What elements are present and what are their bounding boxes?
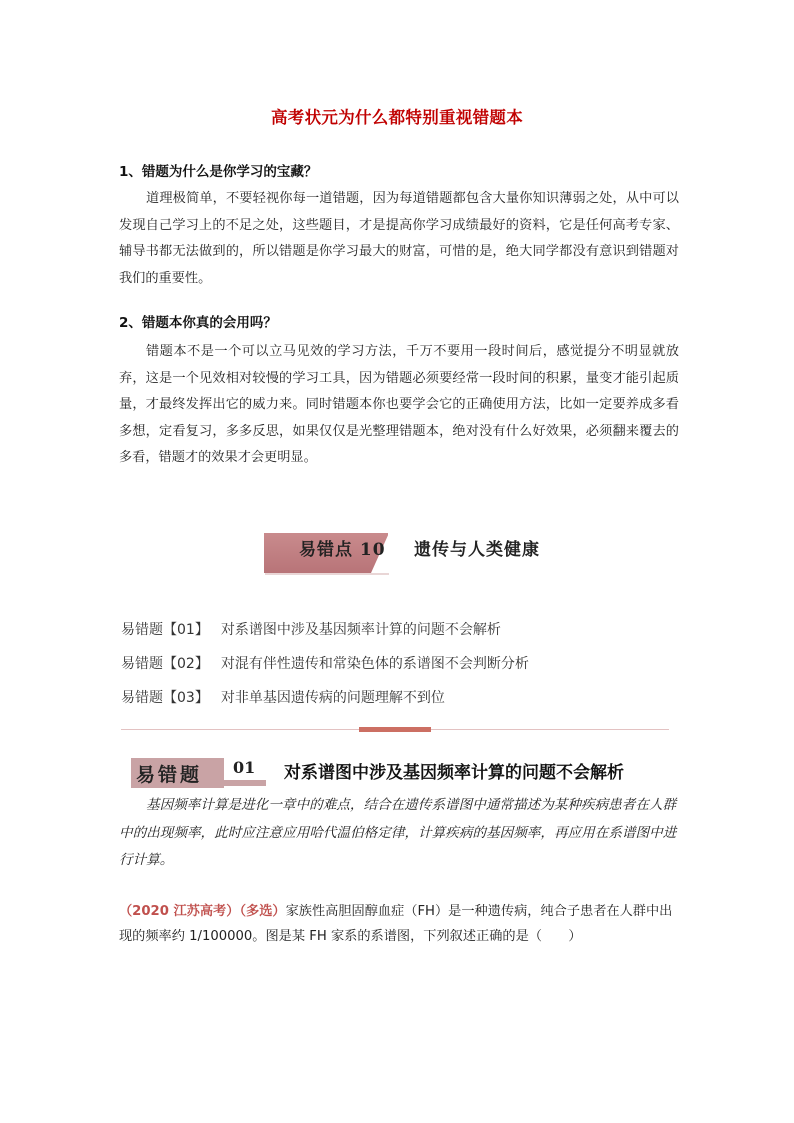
toc-item-label: 易错题【03】 [121, 690, 209, 706]
section-1-heading: 1、错题为什么是你学习的宝藏？ [119, 164, 318, 180]
question-text: 家族性高胆固醇血症（FH）是一种遗传病，纯合子患者在人群中出现的频率约 1/100000。图是某 FH 家系的系谱图，下列叙述正确的是（ ） [119, 904, 673, 944]
item-number: 01 [233, 758, 256, 777]
item-tag-label: 易错题 [136, 764, 203, 786]
toc-item-01 [121, 619, 501, 639]
question-source: （2020 江苏高考）（多选） [119, 904, 286, 919]
toc-item-label: 易错题【02】 [121, 656, 209, 672]
toc-item-text: 对非单基因遗传病的问题理解不到位 [220, 690, 445, 706]
section-1-body: 道理极简单，不要轻视你每一道错题，因为每道错题都包含大量你知识薄弱之处，从中可以发现自己学习上的不足之处，这些题目，才是提高你学习成绩最好的资料，它是任何高考专家、辅导书都无法做到的，所以错题是你学习最大的财富，可惜的是，绝大同学都没有意识到错题对我们的重要性。 [119, 191, 679, 286]
topic-banner-title: 遗传与人类健康 [414, 540, 540, 560]
toc-item-text: 对系谱图中涉及基因频率计算的问题不会解析 [220, 622, 501, 638]
toc-item-text: 对混有伴性遗传和常染色体的系谱图不会判断分析 [220, 656, 529, 672]
item-intro: 基因频率计算是进化一章中的难点，结合在遗传系谱图中通常描述为某种疾病患者在人群中的出现频率，此时应注意应用哈代温伯格定律，计算疾病的基因频率，再应用在系谱图中进行计算。 [119, 797, 677, 868]
divider-accent [359, 727, 431, 732]
toc-item-02 [121, 653, 529, 673]
toc-item-label: 易错题【01】 [121, 622, 209, 638]
toc-item-03 [121, 687, 445, 707]
section-2-heading: 2、错题本你真的会用吗？ [119, 315, 277, 331]
page-title: 高考状元为什么都特别重视错题本 [271, 108, 523, 127]
question [119, 899, 679, 949]
section-2-body: 错题本不是一个可以立马见效的学习方法，千万不要用一段时间后，感觉提分不明显就放弃，这是一个见效相对较慢的学习工具，因为错题必须要经常一段时间的积累，量变才能引起质量，才最终发挥出它的威力来。同时错题本你也要学会它的正确使用方法，比如一定要养成多看多想，定看复习，多多反思，如果仅仅是光整理错题本，绝对没有什么好效果，必须翻来覆去的多看，错题才的效果才会更明显。 [119, 344, 679, 465]
item-title: 对系谱图中涉及基因频率计算的问题不会解析 [284, 763, 624, 783]
topic-banner-label: 易错点 10 [299, 540, 386, 560]
